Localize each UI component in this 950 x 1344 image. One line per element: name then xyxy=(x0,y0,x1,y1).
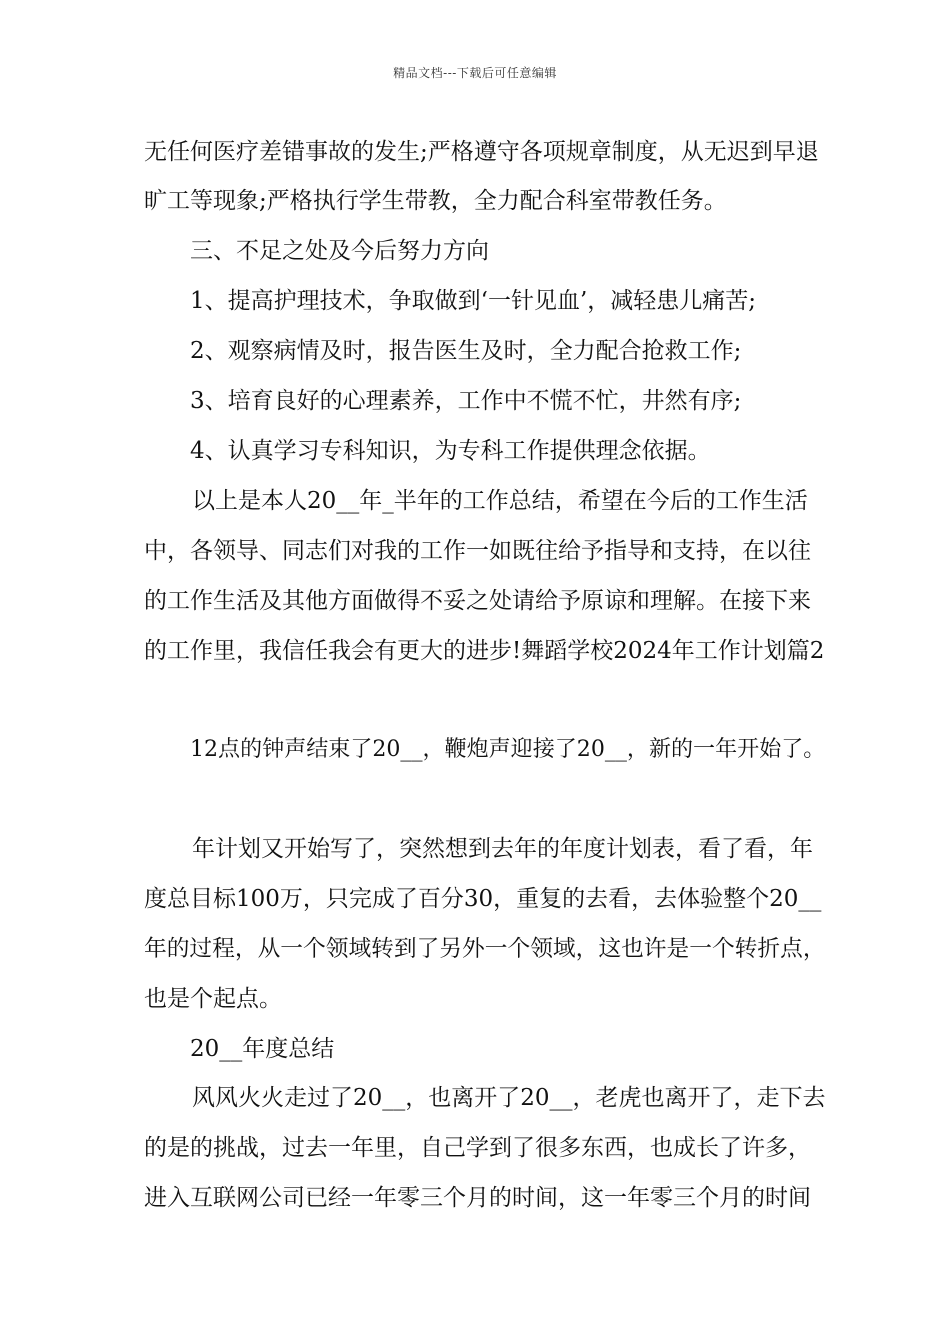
list-item-3: 3、培育良好的心理素养，工作中不慌不忙，井然有序; xyxy=(190,388,742,414)
body-line-3: 以上是本人20__年_半年的工作总结，希望在今后的工作生活 xyxy=(192,488,808,514)
body-line-9: 度总目标100万，只完成了百分30，重复的去看，去体验整个20__ xyxy=(144,886,822,912)
body-line-4: 中，各领导、同志们对我的工作一如既往给予指导和支持，在以往 xyxy=(144,538,811,564)
body-line-5: 的工作生活及其他方面做得不妥之处请给予原谅和理解。在接下来 xyxy=(144,588,811,614)
body-line-14: 进入互联网公司已经一年零三个月的时间，这一年零三个月的时间 xyxy=(144,1185,811,1211)
body-line-10: 年的过程，从一个领域转到了另外一个领域，这也许是一个转折点， xyxy=(144,936,826,962)
section-heading: 三、不足之处及今后努力方向 xyxy=(190,238,489,264)
page-header: 精品文档---下载后可任意编辑 xyxy=(393,66,557,80)
body-line-11: 也是个起点。 xyxy=(144,986,282,1012)
body-line-8: 年计划又开始写了，突然想到去年的年度计划表，看了看，年 xyxy=(192,836,813,862)
list-item-2: 2、观察病情及时，报告医生及时，全力配合抢救工作; xyxy=(190,338,742,364)
body-line-1: 无任何医疗差错事故的发生;严格遵守各项规章制度，从无迟到早退 xyxy=(144,139,819,165)
list-item-1: 1、提高护理技术，争取做到‘一针见血’，减轻患儿痛苦; xyxy=(190,288,757,314)
body-line-6: 的工作里，我信任我会有更大的进步!舞蹈学校2024年工作计划篇2 xyxy=(144,638,825,664)
body-line-12: 风风火火走过了20__，也离开了20__，老虎也离开了，走下去 xyxy=(192,1085,826,1111)
body-line-2: 旷工等现象;严格执行学生带教，全力配合科室带教任务。 xyxy=(144,188,727,214)
subheading: 20__年度总结 xyxy=(190,1036,335,1062)
list-item-4: 4、认真学习专科知识，为专科工作提供理念依据。 xyxy=(190,438,711,464)
body-line-7: 12点的钟声结束了20__，鞭炮声迎接了20__，新的一年开始了。 xyxy=(190,737,826,762)
body-line-13: 的是的挑战，过去一年里，自己学到了很多东西，也成长了许多， xyxy=(144,1135,811,1161)
